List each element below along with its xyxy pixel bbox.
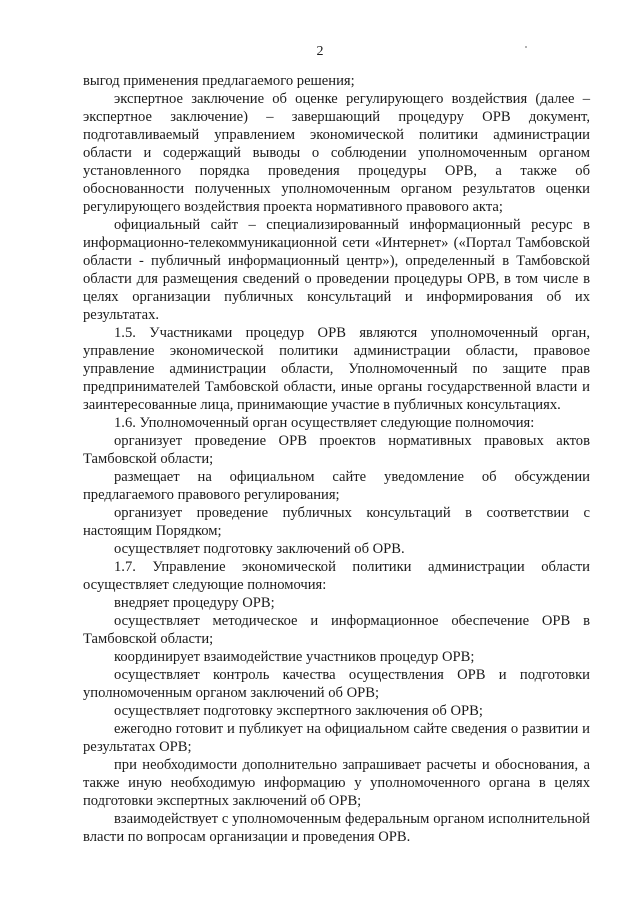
paragraph-definition-official-site: официальный сайт – специализированный информационный ресурс в информационно-телекоммуникационной сети «Интернет» («Портал Тамбовской области - публичный информационный центр»), определенный в Тамбовской области для размещения сведений о проведении процедуры ОРВ, в том числе в целях организации публичных консультаций и информирования об их результатах.	[83, 217, 590, 323]
paragraph-item: координирует взаимодействие участников процедур ОРВ;	[114, 649, 475, 665]
paragraph-item: взаимодействует с уполномоченным федеральным органом исполнительной власти по вопросам организации и проведения ОРВ.	[83, 811, 590, 845]
paragraph-item: осуществляет подготовку экспертного заключения об ОРВ;	[114, 703, 483, 719]
scan-artifact	[525, 46, 527, 48]
paragraph-item: осуществляет методическое и информационное обеспечение ОРВ в Тамбовской области;	[83, 613, 590, 647]
paragraph-item: организует проведение публичных консультаций в соответствии с настоящим Порядком;	[83, 505, 590, 539]
paragraph-item: размещает на официальном сайте уведомление об обсуждении предлагаемого правового регулирования;	[83, 469, 590, 503]
paragraph-item: организует проведение ОРВ проектов нормативных правовых актов Тамбовской области;	[83, 433, 590, 467]
paragraph-section-1-7: 1.7. Управление экономической политики администрации области осуществляет следующие полномочия:	[83, 559, 590, 593]
paragraph-section-1-6: 1.6. Уполномоченный орган осуществляет следующие полномочия:	[114, 415, 535, 431]
document-body	[83, 72, 590, 846]
paragraph-section-1-5: 1.5. Участниками процедур ОРВ являются уполномоченный орган, управление экономической политики администрации области, правовое управление администрации области, Уполномоченный по защите прав предпринимателей Тамбовской области, иные органы государственной власти и заинтересованные лица, принимающие участие в публичных консультациях.	[83, 325, 590, 413]
paragraph-item: осуществляет контроль качества осуществления ОРВ и подготовки уполномоченным органом заключений об ОРВ;	[83, 667, 590, 701]
paragraph-item: осуществляет подготовку заключений об ОРВ.	[114, 541, 405, 557]
page-number: 2	[316, 44, 324, 59]
paragraph-definition-expert-conclusion: экспертное заключение об оценке регулирующего воздействия (далее – экспертное заключение) – завершающий процедуру ОРВ документ, подготавливаемый управлением экономической политики администрации области и содержащий выводы о соблюдении уполномоченным органом установленного порядка проведения процедуры ОРВ, а также об обоснованности полученных уполномоченным органом результатов оценки регулирующего воздействия проекта нормативного правового акта;	[83, 91, 590, 215]
paragraph-item: при необходимости дополнительно запрашивает расчеты и обоснования, а также иную необходимую информацию у уполномоченного органа в целях подготовки экспертных заключений об ОРВ;	[83, 757, 590, 809]
paragraph-continuation: выгод применения предлагаемого решения;	[83, 73, 355, 89]
paragraph-item: внедряет процедуру ОРВ;	[114, 595, 275, 611]
paragraph-item: ежегодно готовит и публикует на официальном сайте сведения о развитии и результатах ОРВ;	[83, 721, 590, 755]
